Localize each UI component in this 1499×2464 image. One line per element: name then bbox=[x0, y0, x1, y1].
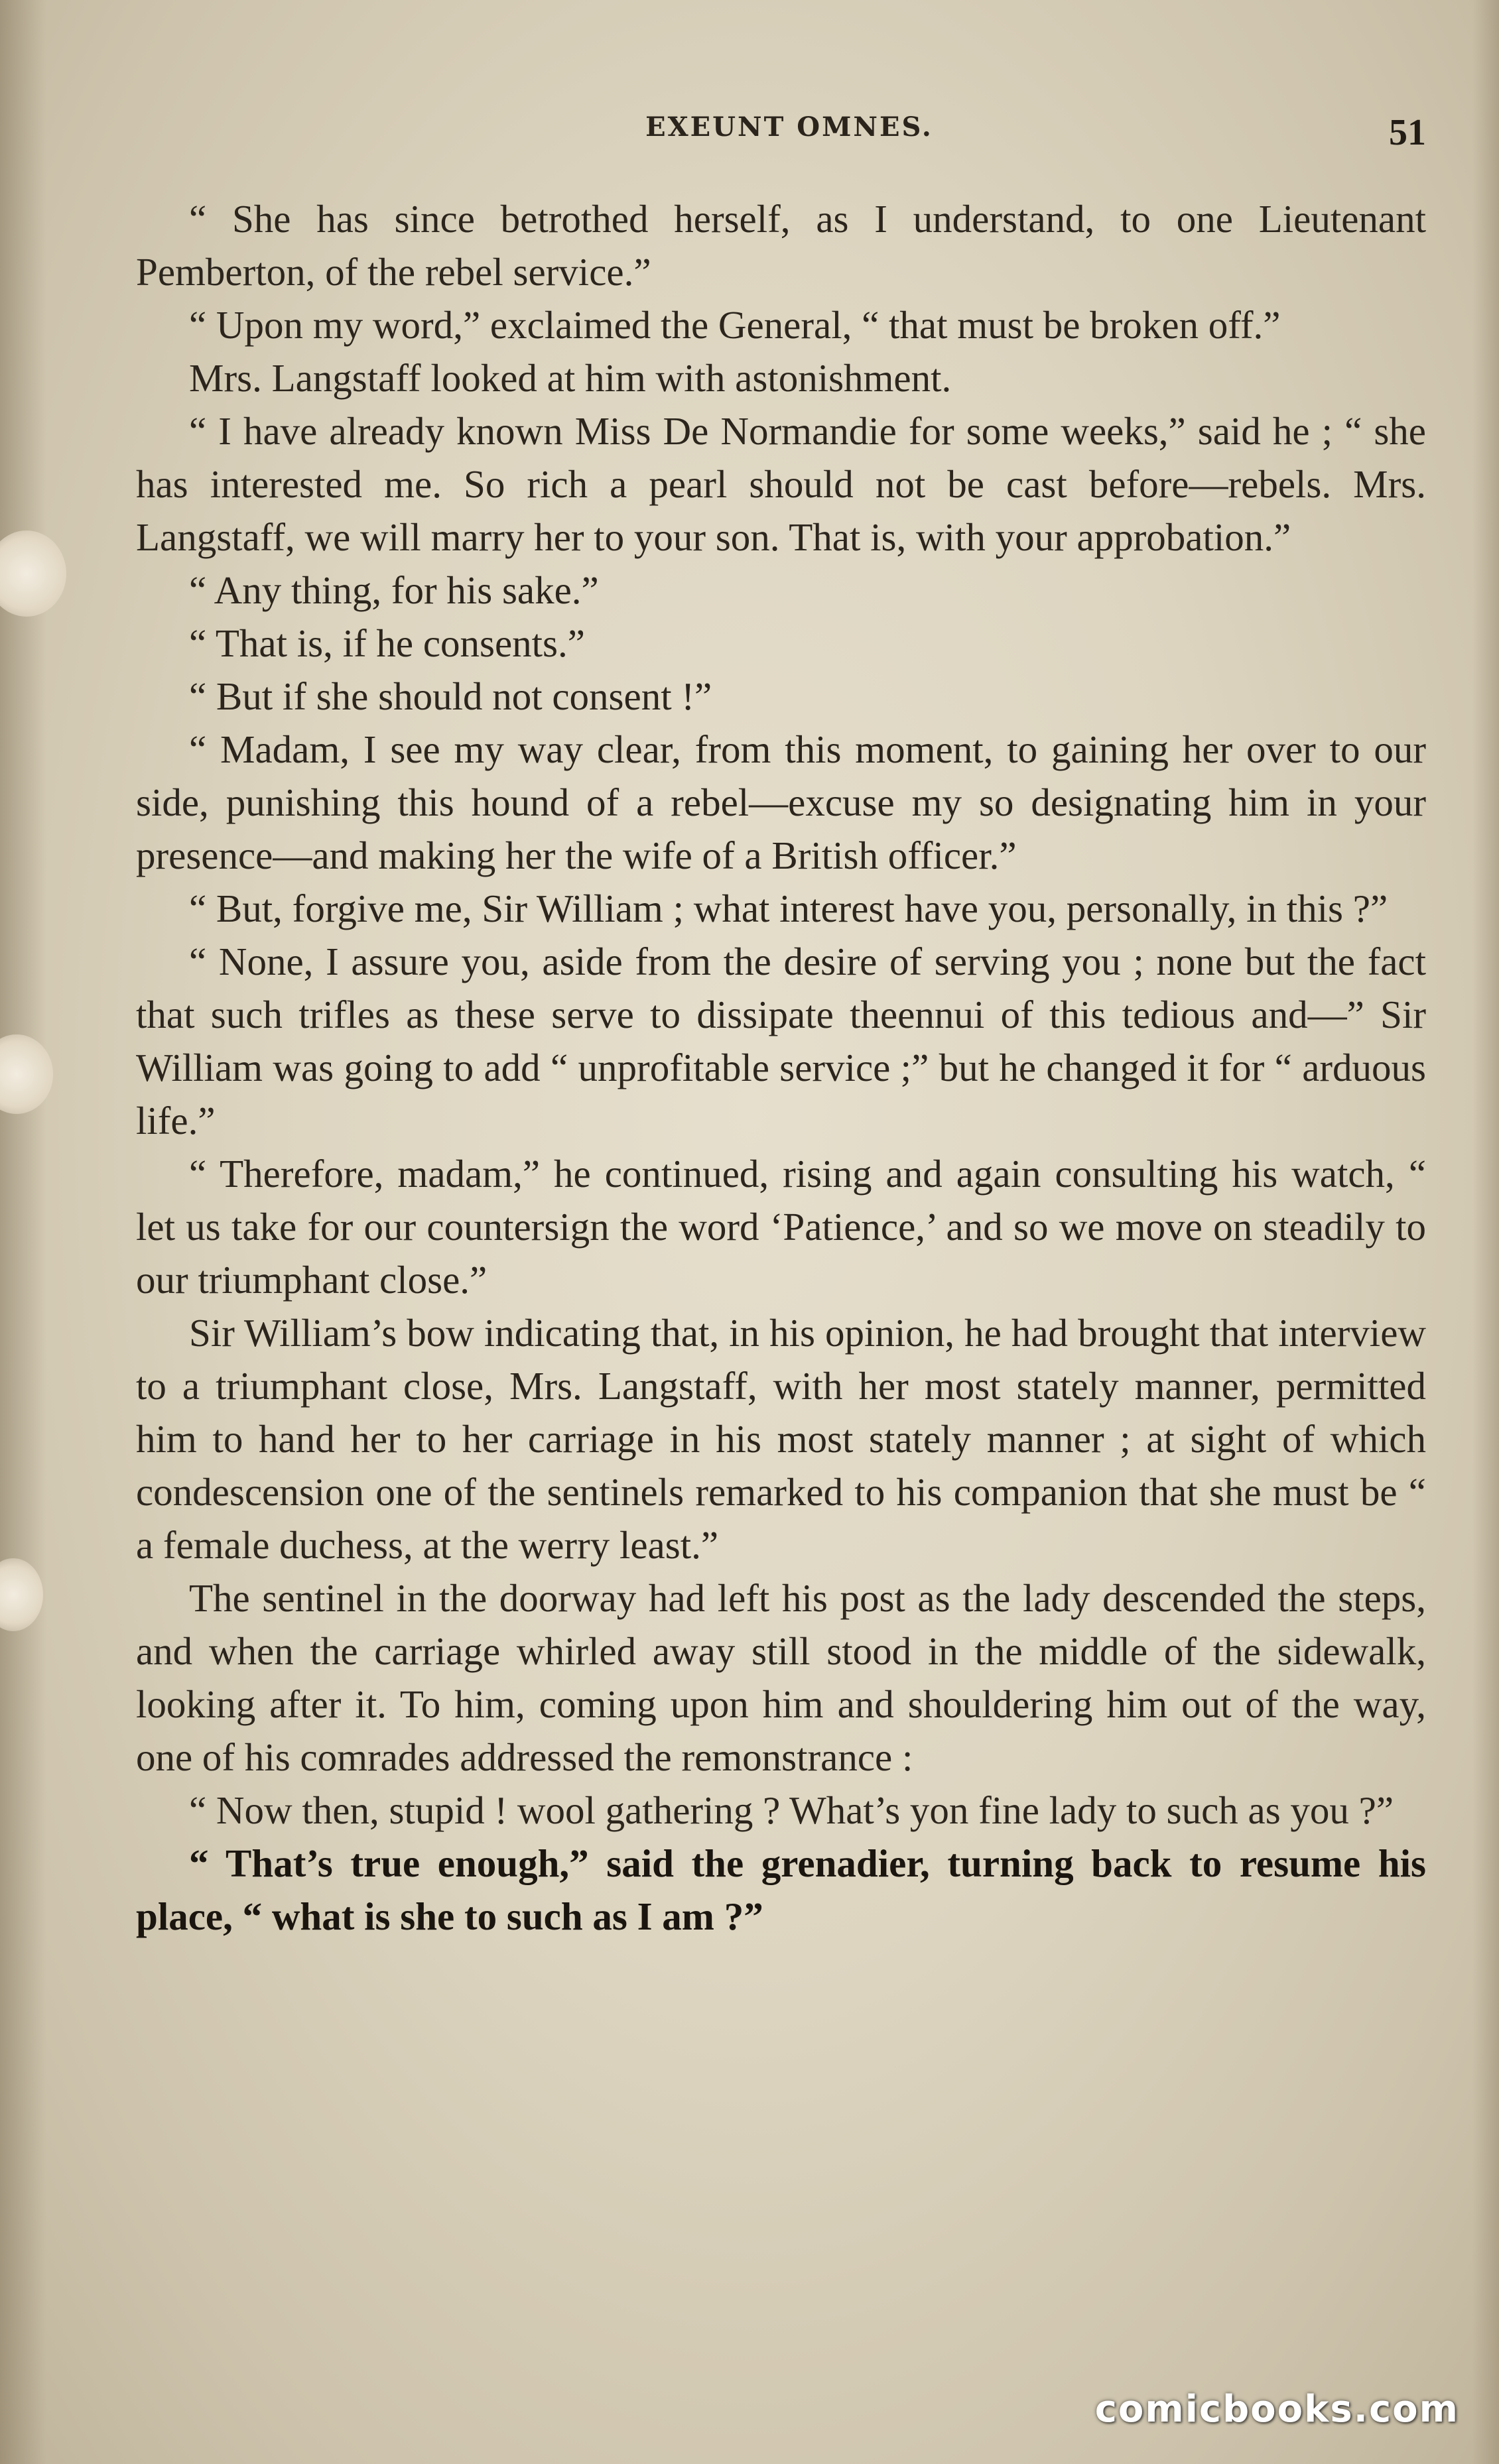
paragraph: Sir William’s bow indicating that, in his opinion, he had brought that interview to a triumphant close, Mrs. Langstaff, with her most stately manner, permitted him to hand her to her carriage in his most stately manner ; at sight of which condescension one of the sentinels remarked to his companion that she must be “ a female duchess, at the werry least.” bbox=[136, 1311, 1426, 1567]
page-gutter-shadow bbox=[0, 0, 46, 2464]
paragraph: “ That is, if he consents.” bbox=[189, 621, 585, 665]
paragraph: “ None, I assure you, aside from the desire of serving you ; none but the fact that such trifles as these serve to dissipate theennui of this tedious and—” Sir William was going to add “ unprofitable service ;” but he changed it for “ arduous life.” bbox=[136, 940, 1426, 1142]
paragraph: “ But, forgive me, Sir William ; what interest have you, personally, in this ?” bbox=[189, 887, 1388, 930]
paragraph: The sentinel in the doorway had left his post as the lady descended the steps, and when the carriage whirled away still stood in the middle of the sidewalk, looking after it. To him, coming upon him and shouldering him out of the way, one of his comrades addressed the remonstrance : bbox=[136, 1576, 1426, 1779]
page-number: 51 bbox=[1389, 112, 1426, 153]
paragraph: “ She has since betrothed herself, as I understand, to one Lieutenant Pemberton, of the rebel service.” bbox=[136, 197, 1426, 294]
paragraph: Mrs. Langstaff looked at him with astonishment. bbox=[189, 356, 952, 400]
paragraph: “ Upon my word,” exclaimed the General, “ that must be broken off.” bbox=[189, 303, 1281, 347]
paragraph: “ Any thing, for his sake.” bbox=[189, 568, 599, 612]
paragraph: “ I have already known Miss De Normandie for some weeks,” said he ; “ she has interested me. So rich a pearl should not be cast before—rebels. Mrs. Langstaff, we will marry her to your son. That is, with your approbation.” bbox=[136, 409, 1426, 559]
paragraph: “ But if she should not consent !” bbox=[189, 674, 712, 718]
paragraph: “ Now then, stupid ! wool gathering ? What’s yon fine lady to such as you ?” bbox=[189, 1788, 1394, 1832]
paragraph: “ Madam, I see my way clear, from this moment, to gaining her over to our side, punishing this hound of a rebel—excuse my so designating him in your presence—and making her the wife of a British officer.” bbox=[136, 727, 1426, 877]
paragraph: “ That’s true enough,” said the grenadier, turning back to resume his place, “ what is she to such as I am ?” bbox=[136, 1841, 1426, 1938]
page-header bbox=[153, 111, 1426, 164]
running-head: EXEUNT OMNES. bbox=[645, 111, 933, 143]
paragraph: “ Therefore, madam,” he continued, rising and again consulting his watch, “ let us take for our countersign the word ‘Patience,’ and so we move on steadily to our triumphant close.” bbox=[136, 1152, 1426, 1302]
body-text bbox=[136, 192, 1426, 1943]
page-edge-shadow bbox=[1472, 0, 1499, 2464]
watermark: comicbooks.com bbox=[1094, 2388, 1459, 2431]
paper-damage-spot bbox=[0, 530, 66, 617]
